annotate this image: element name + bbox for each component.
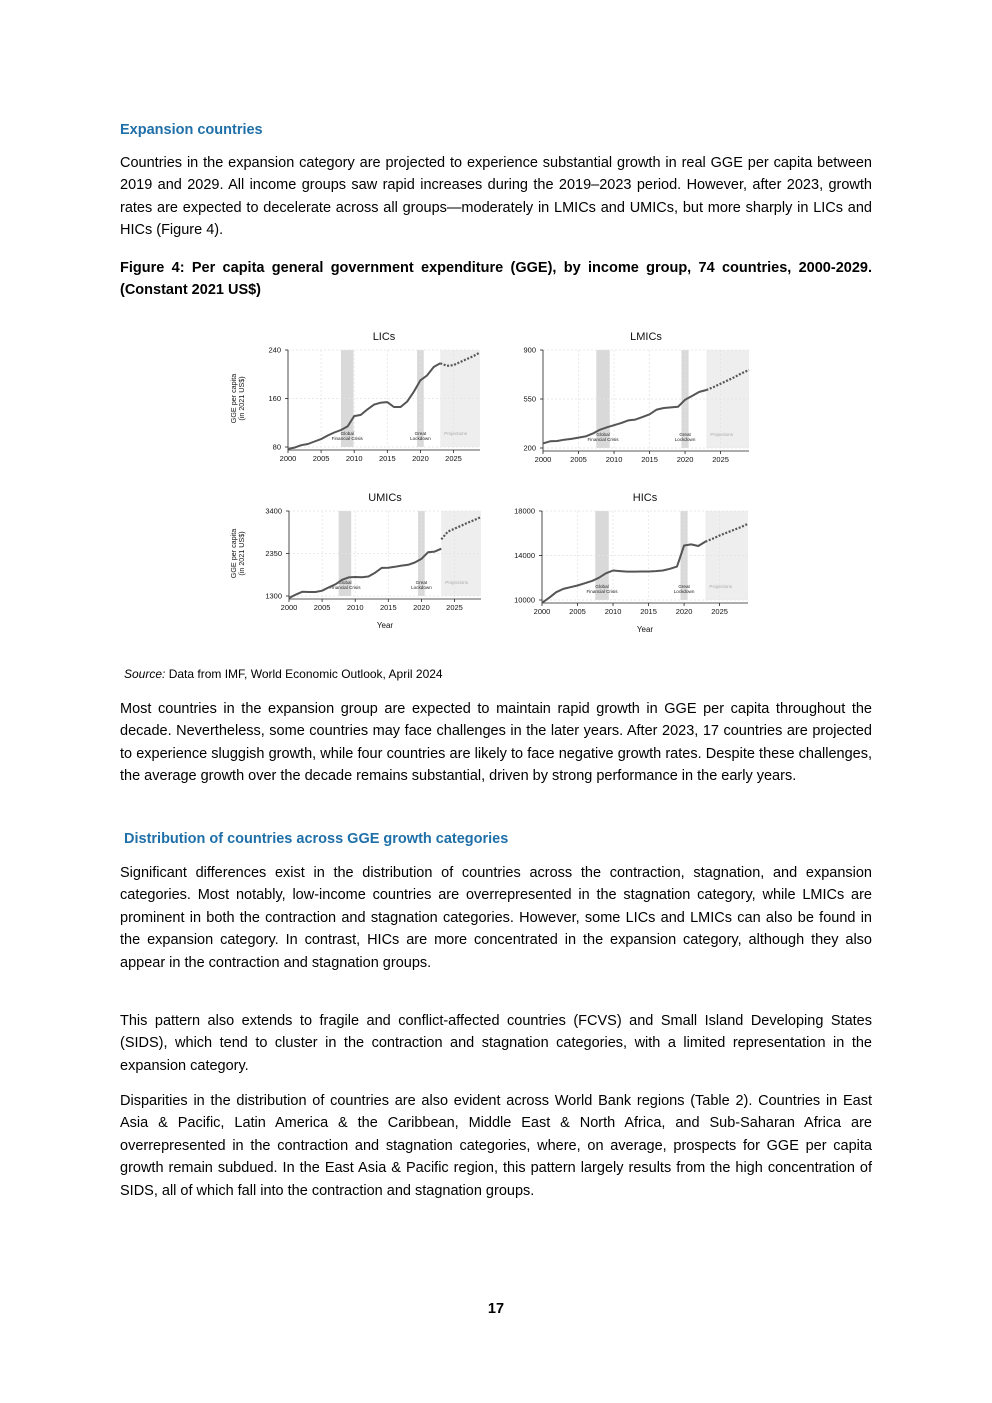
shaded-period-label: Global [596,432,610,437]
x-axis-label: Year [636,625,654,634]
x-tick-label: 2010 [346,603,364,612]
y-axis-label: (in 2021 US$) [237,376,246,421]
x-tick-label: 2015 [379,603,397,612]
shaded-period-label: Great [414,431,427,436]
paragraph: Most countries in the expansion group are expected to maintain rapid growth in GGE per capita throughout the decade. Nevertheless, some countries may face challenges in the later years. After 2023, 17 countries are projected to experience sluggish growth, while four countries are likely to face negative growth rates. Despite these challenges, the average growth over the decade remains substantial, driven by strong performance in the early years. [120,701,872,785]
x-tick-label: 2025 [445,454,462,463]
x-tick-label: 2010 [604,607,622,616]
x-tick-label: 2000 [280,603,298,612]
x-tick-label: 2005 [313,603,331,612]
x-tick-label: 2015 [378,454,396,463]
source-label: Source: [124,667,166,681]
y-axis-label: (in 2021 US$) [237,531,246,576]
x-tick-label: 2010 [605,455,623,464]
page-number: 17 [487,1301,505,1317]
y-tick-label: 80 [272,442,281,452]
y-tick-label: 240 [268,345,281,355]
y-tick-label: 1300 [265,591,282,601]
y-axis-label: GGE per capita [229,528,238,579]
x-tick-label: 2010 [345,454,363,463]
section-heading: Distribution of countries across GGE growth categories [124,831,509,847]
x-tick-label: 2005 [570,455,587,464]
shaded-period-label: Projections [709,584,733,589]
x-tick-label: 2005 [312,454,330,463]
chart-title: LMICs [630,331,662,343]
shaded-period-label: Lockdown [411,585,432,590]
y-tick-label: 900 [523,345,536,355]
figure-caption: Figure 4: Per capita general government expenditure (GGE), by income group, 74 countries, 2000-2029. (Constant 2021 US$) [120,260,872,299]
x-tick-label: 2025 [446,603,463,612]
x-tick-label: 2020 [413,603,430,612]
x-axis-label: Year [376,621,394,630]
shaded-period-label: Great [415,580,428,585]
x-tick-label: 2015 [641,455,658,464]
figure-source [124,667,443,681]
chart-panel-lmics [523,331,749,464]
shaded-period-label: Projections [445,580,469,585]
shaded-period-label: Projections [444,431,468,436]
paragraph: This pattern also extends to fragile and conflict-affected countries (FCVS) and Small Island Developing States (SIDS), which tend to cluster in the contraction and stagnation categories, with a limited representation in the expansion category. [120,1013,872,1074]
chart-panel-hics [514,492,748,634]
shaded-period-label: Global [595,584,609,589]
paragraph: Significant differences exist in the distribution of countries across the contraction, stagnation, and expansion categories. Most notably, low-income countries are overrepresented in the stagnation category, while LMICs are prominent in both the contraction and stagnation categories. However, some LICs and LMICs can also be found in the expansion category. In contrast, HICs are more concentrated in the expansion category, although they also appear in the contraction and stagnation groups. [120,865,872,971]
x-tick-label: 2025 [712,455,729,464]
y-tick-label: 550 [523,394,536,404]
paragraph: Disparities in the distribution of countries are also evident across World Bank regions (Table 2). Countries in East Asia & Pacific, Latin America & the Caribbean, Middle East & North Africa, and Sub-Saharan Africa are overrepresented in the contraction and stagnation categories, where, on average, prospects for GGE per capita growth remain subdued. In the East Asia & Pacific region, this pattern largely results from the high concentration of SIDS, all of which fall into the contraction and stagnation groups. [120,1093,872,1199]
shaded-period-label: Financial Crisis [587,437,619,442]
y-tick-label: 200 [523,443,536,453]
y-axis-label: GGE per capita [229,373,238,424]
shaded-period-label: Global [338,580,352,585]
shaded-period-label: Financial Crisis [586,589,618,594]
y-tick-label: 3400 [265,506,282,516]
chart-title: LICs [372,331,396,343]
y-tick-label: 18000 [514,506,535,516]
y-tick-label: 2350 [265,549,282,558]
x-tick-label: 2020 [412,454,429,463]
x-tick-label: 2000 [534,455,552,464]
shaded-period-label: Lockdown [673,589,695,594]
x-tick-label: 2020 [675,607,693,616]
figure-4-charts [228,325,768,645]
shaded-period-label: Financial Crisis [329,585,361,590]
x-tick-label: 2015 [640,607,657,616]
x-tick-label: 2025 [711,607,728,616]
shaded-period-label: Lockdown [410,436,431,441]
shaded-period-label: Great [679,432,691,437]
shaded-period-label: Projections [710,432,734,437]
x-tick-label: 2020 [676,455,694,464]
shaded-period-label: Financial Crisis [331,436,363,441]
y-tick-label: 14000 [514,551,535,560]
chart-title: UMICs [368,492,402,504]
x-tick-label: 2000 [279,454,297,463]
source-text: Data from IMF, World Economic Outlook, April 2024 [168,667,443,681]
chart-panel-umics [229,492,481,630]
chart-panel-lics [229,331,480,463]
shaded-period-label: Lockdown [674,437,696,442]
y-tick-label: 10000 [514,595,535,605]
chart-title: HICs [632,492,658,504]
shaded-period-label: Global [340,431,354,436]
y-tick-label: 160 [268,394,281,403]
section-heading: Expansion countries [120,122,263,138]
paragraph: Countries in the expansion category are projected to experience substantial growth in real GGE per capita between 2019 and 2029. All income groups saw rapid increases during the 2019–2023 period. However, after 2023, growth rates are expected to decelerate across all groups—moderately in LMICs and UMICs, but more sharply in LICs and HICs (Figure 4). [120,155,872,239]
x-tick-label: 2005 [569,607,586,616]
x-tick-label: 2000 [533,607,551,616]
shaded-period-label: Great [678,584,690,589]
